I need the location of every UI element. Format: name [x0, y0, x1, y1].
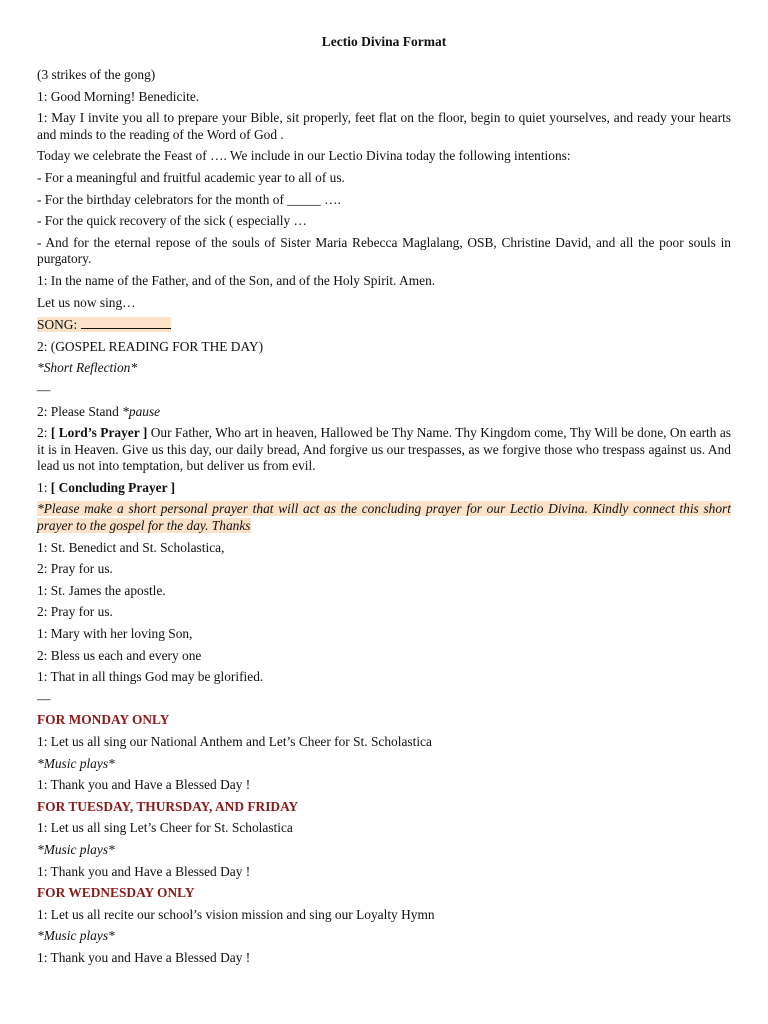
wednesday-music: *Music plays* [37, 928, 115, 944]
lords-prayer-prefix: 2: [37, 425, 51, 441]
invitation-paragraph: 1: May I invite you all to prepare your Bible, sit properly, feet flat on the floor, begin to quiet yourselves, and ready your hearts and minds to the reading of the Word of God . [37, 110, 731, 142]
greeting-line: 1: Good Morning! Benedicite. [37, 88, 200, 104]
stand-prefix: 2: Please Stand [37, 403, 123, 419]
concluding-note-highlight: *Please make a short personal prayer that will act as the concluding prayer for our Lectio Divina. Kindly connect this short prayer to the gospel for the day. Thanks [37, 501, 731, 534]
gospel-line: 2: (GOSPEL READING FOR THE DAY) [37, 338, 264, 354]
response-2: 2: Pray for us. [37, 561, 113, 577]
wednesday-line-1: 1: Let us all recite our school’s vision mission and sing our Loyalty Hymn [37, 906, 435, 922]
divider-dash: — [37, 381, 51, 397]
response-1: 1: St. Benedict and St. Scholastica, [37, 539, 225, 555]
response-5: 1: Mary with her loving Son, [37, 626, 193, 642]
concluding-prayer-label: [ Concluding Prayer ] [50, 479, 176, 495]
intention-1: - For a meaningful and fruitful academic year to all of us. [37, 169, 345, 185]
response-7: 1: That in all things God may be glorified. [37, 669, 264, 685]
monday-line-1: 1: Let us all sing our National Anthem and Let’s Cheer for St. Scholastica [37, 734, 432, 749]
concluding-prayer-prefix: 1: [37, 479, 51, 495]
song-highlight [37, 317, 171, 332]
tue-thu-fri-line-2: 1: Thank you and Have a Blessed Day ! [37, 863, 251, 879]
sing-line: Let us now sing… [37, 294, 136, 310]
intention-2: - For the birthday celebrators for the month of _____ …. [37, 191, 341, 207]
section-heading-monday: FOR MONDAY ONLY [37, 712, 170, 728]
wednesday-line-2: 1: Thank you and Have a Blessed Day ! [37, 949, 251, 965]
stand-pause: *pause [122, 403, 161, 419]
feast-line: Today we celebrate the Feast of …. We include in our Lectio Divina today the following intentions: [37, 148, 571, 164]
section-heading-wednesday: FOR WEDNESDAY ONLY [37, 885, 195, 901]
monday-music: *Music plays* [37, 755, 115, 771]
concluding-prayer-note [37, 501, 731, 534]
section-heading-tue-thu-fri: FOR TUESDAY, THURSDAY, AND FRIDAY [37, 798, 299, 814]
intention-3: - For the quick recovery of the sick ( especially … [37, 213, 307, 229]
divider-dash: — [37, 690, 51, 706]
tue-thu-fri-line-1: 1: Let us all sing Let’s Cheer for St. Scholastica [37, 820, 293, 836]
song-label: SONG: [37, 317, 81, 333]
concluding-prayer-line [37, 480, 731, 497]
short-reflection: *Short Reflection* [37, 360, 138, 376]
response-3: 1: St. James the apostle. [37, 582, 166, 598]
sign-of-cross-line: 1: In the name of the Father, and of the Son, and of the Holy Spirit. Amen. [37, 272, 436, 288]
lords-prayer-paragraph [37, 425, 731, 475]
song-blank [81, 316, 171, 329]
response-6: 2: Bless us each and every one [37, 647, 202, 663]
gong-instruction: (3 strikes of the gong) [37, 67, 156, 82]
response-4: 2: Pray for us. [37, 604, 113, 620]
monday-line-2: 1: Thank you and Have a Blessed Day ! [37, 777, 251, 793]
document-title: Lectio Divina Format [321, 34, 447, 49]
lords-prayer-label: [ Lord’s Prayer ] [50, 425, 148, 441]
stand-line [37, 404, 731, 421]
intention-4: - And for the eternal repose of the souls of Sister Maria Rebecca Maglalang, OSB, Christine David, and all the poor souls in purgatory. [37, 234, 731, 267]
song-line [37, 316, 731, 334]
document-body [37, 67, 731, 972]
tue-thu-fri-music: *Music plays* [37, 841, 115, 857]
lords-prayer-text: Our Father, Who art in heaven, Hallowed be Thy Name. Thy Kingdom come, Thy Will be done, On earth as it is in Heaven. Give us this day, our daily bread, And forgive us our trespasses, as we forgive those who trespass against us. And lead us not into temptation, but deliver us from evil. [37, 425, 731, 474]
